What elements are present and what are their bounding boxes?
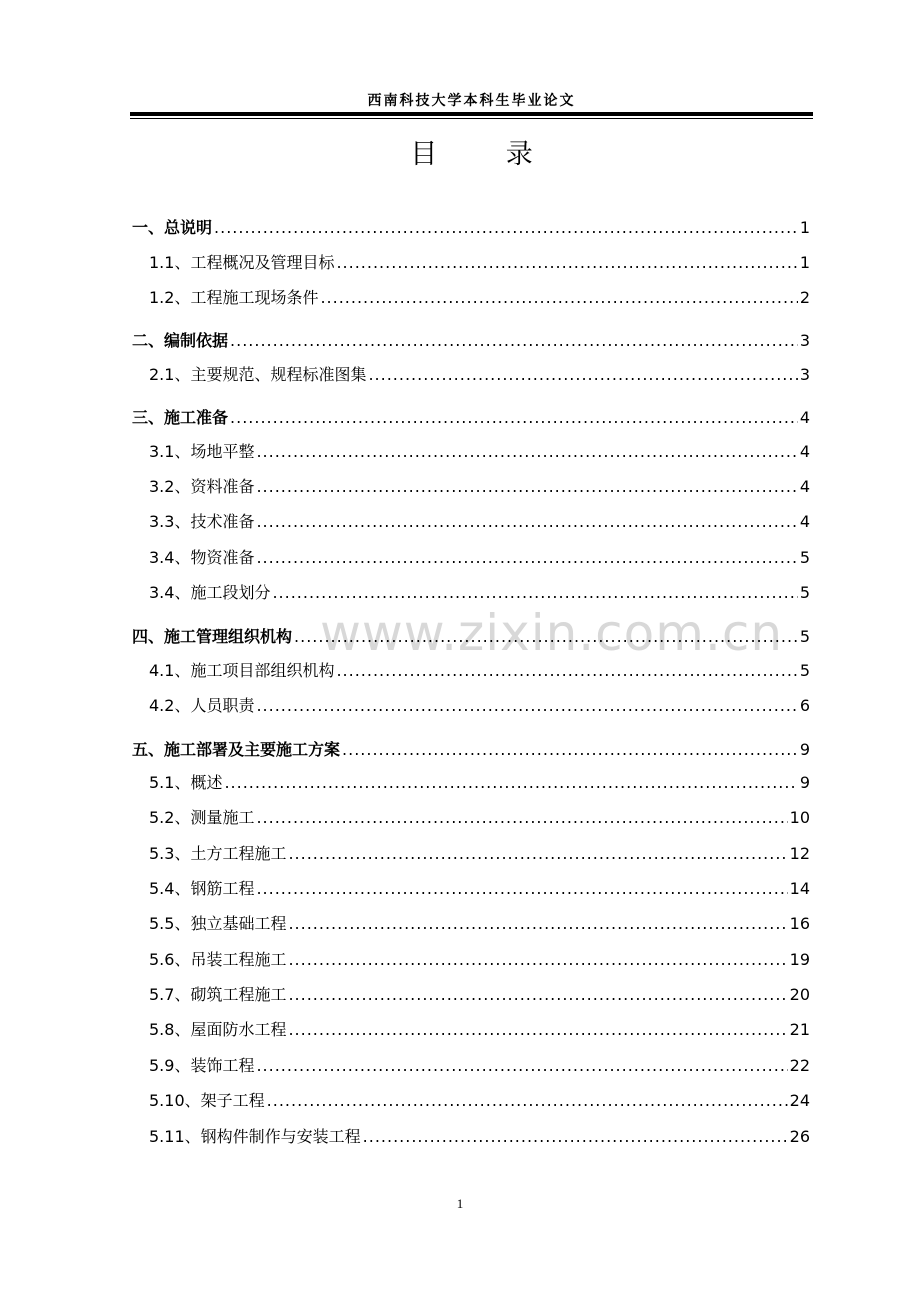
toc-entry[interactable] [149,442,810,462]
toc-entry-page: 22 [789,1056,810,1075]
toc-entry-page: 1 [799,218,810,237]
toc-entry-label: 3.3、技术准备 [149,512,255,531]
toc-entry-label: 5.9、装饰工程 [149,1056,255,1075]
toc-entry-page: 4 [799,512,810,531]
toc-dot-leader [230,408,798,428]
toc-entry[interactable] [149,696,810,716]
toc-entry[interactable] [149,583,810,603]
toc-dot-leader [363,1127,788,1147]
toc-dot-leader [294,627,798,647]
toc-entry[interactable] [149,548,810,568]
toc-dot-leader [336,253,797,273]
toc-entry-label: 4.2、人员职责 [149,696,255,715]
toc-entry[interactable] [149,950,810,970]
toc-dot-leader [336,661,797,681]
toc-entry-label: 5.8、屋面防水工程 [149,1020,287,1039]
toc-entry-label: 1.2、工程施工现场条件 [149,288,319,307]
toc-dot-leader [214,218,798,238]
toc-entry-page: 5 [799,548,810,567]
toc-entry-label: 1.1、工程概况及管理目标 [149,253,335,272]
toc-entry-label: 2.1、主要规范、规程标准图集 [149,365,367,384]
toc-entry[interactable] [149,1020,810,1040]
toc-entry-page: 14 [789,879,810,898]
toc-dot-leader [288,985,787,1005]
toc-entry[interactable] [132,331,810,351]
toc-entry-page: 1 [799,253,810,272]
toc-entry-page: 19 [789,950,810,969]
toc-entry[interactable] [149,288,810,308]
toc-entry-page: 5 [799,661,810,680]
toc-dot-leader [288,914,787,934]
toc-dot-leader [256,696,797,716]
toc-entry-page: 10 [789,808,810,827]
toc-dot-leader [368,365,797,385]
toc-entry-label: 3.4、施工段划分 [149,583,271,602]
toc-entry[interactable] [149,661,810,681]
toc-entry-page: 21 [789,1020,810,1039]
running-header: 西南科技大学本科生毕业论文 [367,93,576,109]
toc-entry-label: 5.1、概述 [149,773,223,792]
toc-dot-leader [342,740,798,760]
toc-entry[interactable] [149,253,810,273]
toc-entry-label: 4.1、施工项目部组织机构 [149,661,335,680]
toc-entry-label: 3.4、物资准备 [149,548,255,567]
toc-entry-page: 4 [799,477,810,496]
toc-entry[interactable] [149,365,810,385]
toc-entry[interactable] [132,627,810,647]
header-rule-thick [130,112,813,116]
toc-entry[interactable] [149,512,810,532]
toc-entry-label: 5.7、砌筑工程施工 [149,985,287,1004]
page-number: 1 [456,1196,464,1211]
toc-entry-label: 5.4、钢筋工程 [149,879,255,898]
toc-entry[interactable] [149,1091,810,1111]
toc-dot-leader [224,773,797,793]
toc-entry-label: 5.10、架子工程 [149,1091,265,1110]
toc-entry-label: 5.5、独立基础工程 [149,914,287,933]
toc-entry[interactable] [149,914,810,934]
toc-entry[interactable] [149,1056,810,1076]
toc-entry[interactable] [149,773,810,793]
toc-dot-leader [320,288,797,308]
toc-entry-label: 5.6、吊装工程施工 [149,950,287,969]
toc-entry-label: 5.2、测量施工 [149,808,255,827]
toc-entry-page: 4 [799,442,810,461]
toc-dot-leader [288,844,787,864]
toc-entry-page: 3 [799,365,810,384]
toc-dot-leader [256,879,787,899]
toc-entry-page: 26 [789,1127,810,1146]
toc-entry-page: 9 [799,773,810,792]
toc-entry-label: 一、总说明 [132,218,213,237]
toc-entry-label: 二、编制依据 [132,331,229,350]
toc-dot-leader [256,1056,787,1076]
toc-entry-page: 5 [799,583,810,602]
toc-entry-page: 24 [789,1091,810,1110]
toc-entry[interactable] [149,985,810,1005]
toc-entry-page: 6 [799,696,810,715]
toc-entry[interactable] [149,808,810,828]
toc-entry-page: 5 [799,627,810,646]
header-rule-thin [130,118,813,119]
toc-dot-leader [256,442,797,462]
toc-dot-leader [230,331,798,351]
toc-entry-label: 三、施工准备 [132,408,229,427]
toc-dot-leader [272,583,797,603]
toc-entry[interactable] [132,218,810,238]
toc-entry-page: 9 [799,740,810,759]
toc-dot-leader [256,477,797,497]
toc-dot-leader [256,512,797,532]
toc-entry-page: 3 [799,331,810,350]
toc-entry-label: 3.1、场地平整 [149,442,255,461]
toc-entry[interactable] [149,477,810,497]
toc-dot-leader [256,808,787,828]
toc-entry-page: 16 [789,914,810,933]
toc-entry[interactable] [149,844,810,864]
watermark: www.zixin.com.cn [320,604,784,662]
toc-entry-label: 四、施工管理组织机构 [132,627,293,646]
toc-dot-leader [288,1020,787,1040]
toc-entry[interactable] [149,879,810,899]
toc-dot-leader [288,950,787,970]
toc-dot-leader [267,1091,788,1111]
toc-entry-page: 12 [789,844,810,863]
toc-entry-page: 4 [799,408,810,427]
toc-entry-label: 五、施工部署及主要施工方案 [132,740,341,759]
toc-entry[interactable] [132,408,810,428]
page-title: 目 录 [410,139,563,170]
toc-entry-label: 3.2、资料准备 [149,477,255,496]
toc-entry-label: 5.3、土方工程施工 [149,844,287,863]
toc-entry-page: 20 [789,985,810,1004]
toc-entry[interactable] [149,1127,810,1147]
toc-dot-leader [256,548,797,568]
toc-entry-label: 5.11、钢构件制作与安装工程 [149,1127,361,1146]
toc-entry-page: 2 [799,288,810,307]
toc-entry[interactable] [132,740,810,760]
